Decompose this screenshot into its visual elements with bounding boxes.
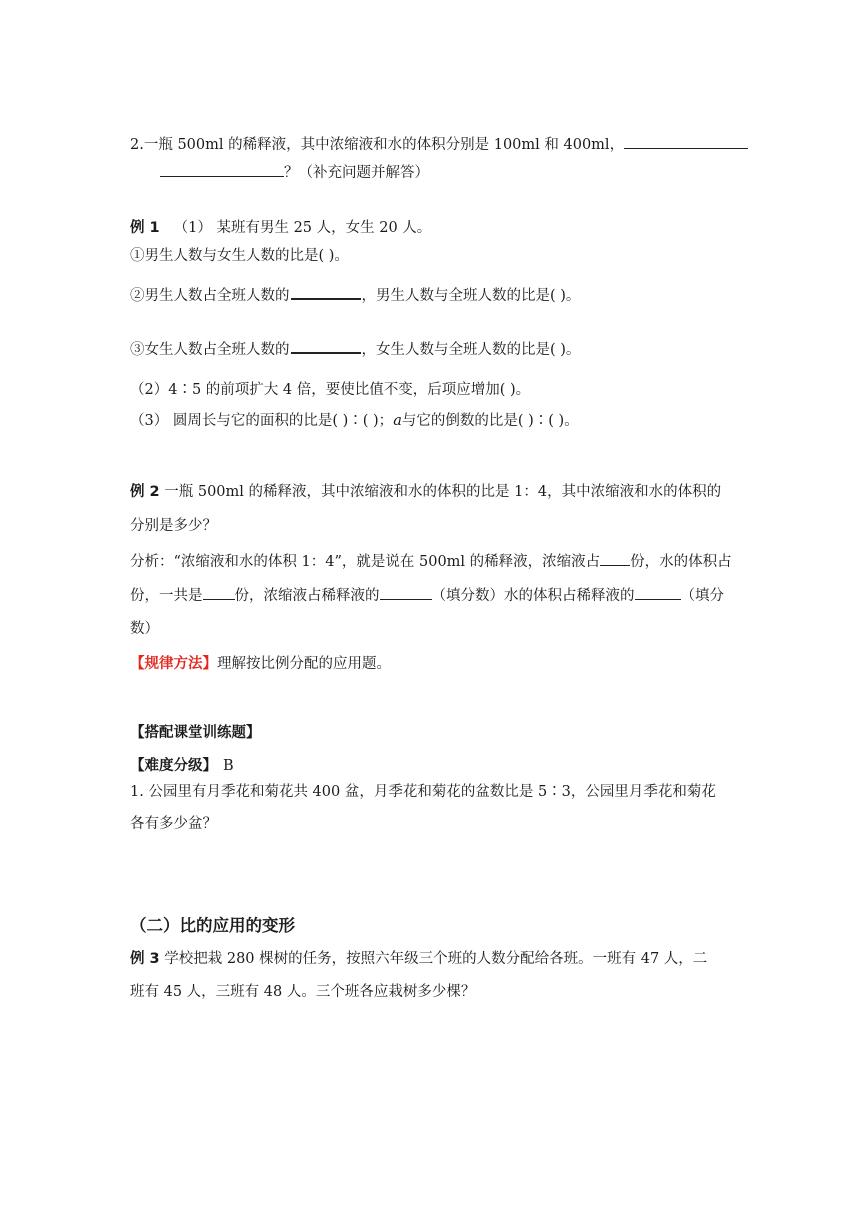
- example-1-sub-2-a: ②男生人数占全班人数的: [130, 288, 290, 304]
- answer-blank[interactable]: [635, 585, 681, 600]
- example-1-part-2: （2）4∶5 的前项扩大 4 倍，要使比值不变，后项应增加( )。: [130, 382, 531, 398]
- analysis-text-f: （填分: [680, 588, 724, 604]
- question-2-text: 2.一瓶 500ml 的稀释液，其中浓缩液和水的体积分别是 100ml 和 400ml，: [130, 137, 625, 153]
- section-2-heading: （二）比的应用的变形: [130, 916, 295, 935]
- example-1-sub-3-a: ③女生人数占全班人数的: [130, 342, 290, 358]
- variable-a: a: [393, 413, 402, 429]
- answer-blank[interactable]: [160, 162, 284, 177]
- example-1-part-3-a: （3） 圆周长与它的面积的比是( )∶( )；: [130, 413, 394, 429]
- analysis-text-d: 份，浓缩液占稀释液的: [234, 588, 380, 604]
- fraction-blank[interactable]: [291, 343, 361, 354]
- answer-blank[interactable]: [624, 134, 748, 149]
- analysis-line-3: 数）: [130, 621, 159, 637]
- analysis-line-1: [130, 551, 732, 572]
- example-3-text-1: 学校把栽 280 棵树的任务，按照六年级三个班的人数分配给各班。一班有 47 人，二: [159, 951, 708, 967]
- example-1-sub-2: [130, 286, 580, 306]
- example-1-sub-3-b: ，女生人数与全班人数的比是( )。: [361, 342, 581, 358]
- question-2-line-1: [130, 134, 748, 155]
- example-1-part-1: （1） 某班有男生 25 人，女生 20 人。: [173, 220, 432, 236]
- fraction-blank[interactable]: [291, 289, 361, 300]
- practice-question-1-line-2: 各有多少盆？: [130, 816, 217, 832]
- difficulty-line: [130, 756, 234, 776]
- analysis-text-a: 分析：“浓缩液和水的体积 1：4”，就是说在 500ml 的稀释液，浓缩液占: [130, 554, 601, 570]
- analysis-text-b: 份，水的体积占: [630, 554, 732, 570]
- example-2-line-2: 分别是多少？: [130, 518, 217, 534]
- practice-question-1-line-1: 1. 公园里有月季花和菊花共 400 盆，月季花和菊花的盆数比是 5∶3，公园里月季花和菊花: [130, 784, 716, 800]
- example-2-text-1: 一瓶 500ml 的稀释液，其中浓缩液和水的体积的比是 1：4，其中浓缩液和水的体积的: [159, 484, 722, 500]
- example-1-part-3-b: 与它的倒数的比是( )∶( )。: [401, 413, 579, 429]
- example-1-part-3: [130, 411, 579, 431]
- example-1-header: [130, 218, 431, 238]
- example-2-label: 例 2: [130, 484, 160, 500]
- difficulty-tag: 【难度分级】: [130, 758, 217, 774]
- analysis-text-c: 份，一共是: [130, 588, 203, 604]
- example-3-line-1: [130, 949, 707, 969]
- practice-heading: 【搭配课堂训练题】: [130, 725, 261, 741]
- difficulty-value: B: [223, 758, 234, 774]
- question-2-line-2: [160, 162, 429, 183]
- example-3-label: 例 3: [130, 951, 160, 967]
- example-1-label: 例 1: [130, 220, 160, 236]
- example-1-sub-3: [130, 340, 580, 360]
- example-3-line-2: 班有 45 人，三班有 48 人。三个班各应栽树多少棵？: [130, 984, 476, 1000]
- example-1-sub-2-b: ，男生人数与全班人数的比是( )。: [361, 288, 581, 304]
- example-1-sub-1: ①男生人数与女生人数的比是( )。: [130, 248, 349, 264]
- example-2-line-1: [130, 482, 721, 502]
- analysis-text-e: （填分数）水的体积占稀释液的: [431, 588, 635, 604]
- answer-blank[interactable]: [380, 585, 432, 600]
- question-2-suffix: ？（补充问题并解答）: [284, 165, 429, 181]
- analysis-line-2: [130, 585, 724, 606]
- method-text: 理解按比例分配的应用题。: [217, 656, 391, 672]
- method-line: [130, 654, 391, 674]
- method-tag: 【规律方法】: [130, 656, 217, 672]
- answer-blank[interactable]: [600, 551, 630, 566]
- answer-blank[interactable]: [203, 585, 235, 600]
